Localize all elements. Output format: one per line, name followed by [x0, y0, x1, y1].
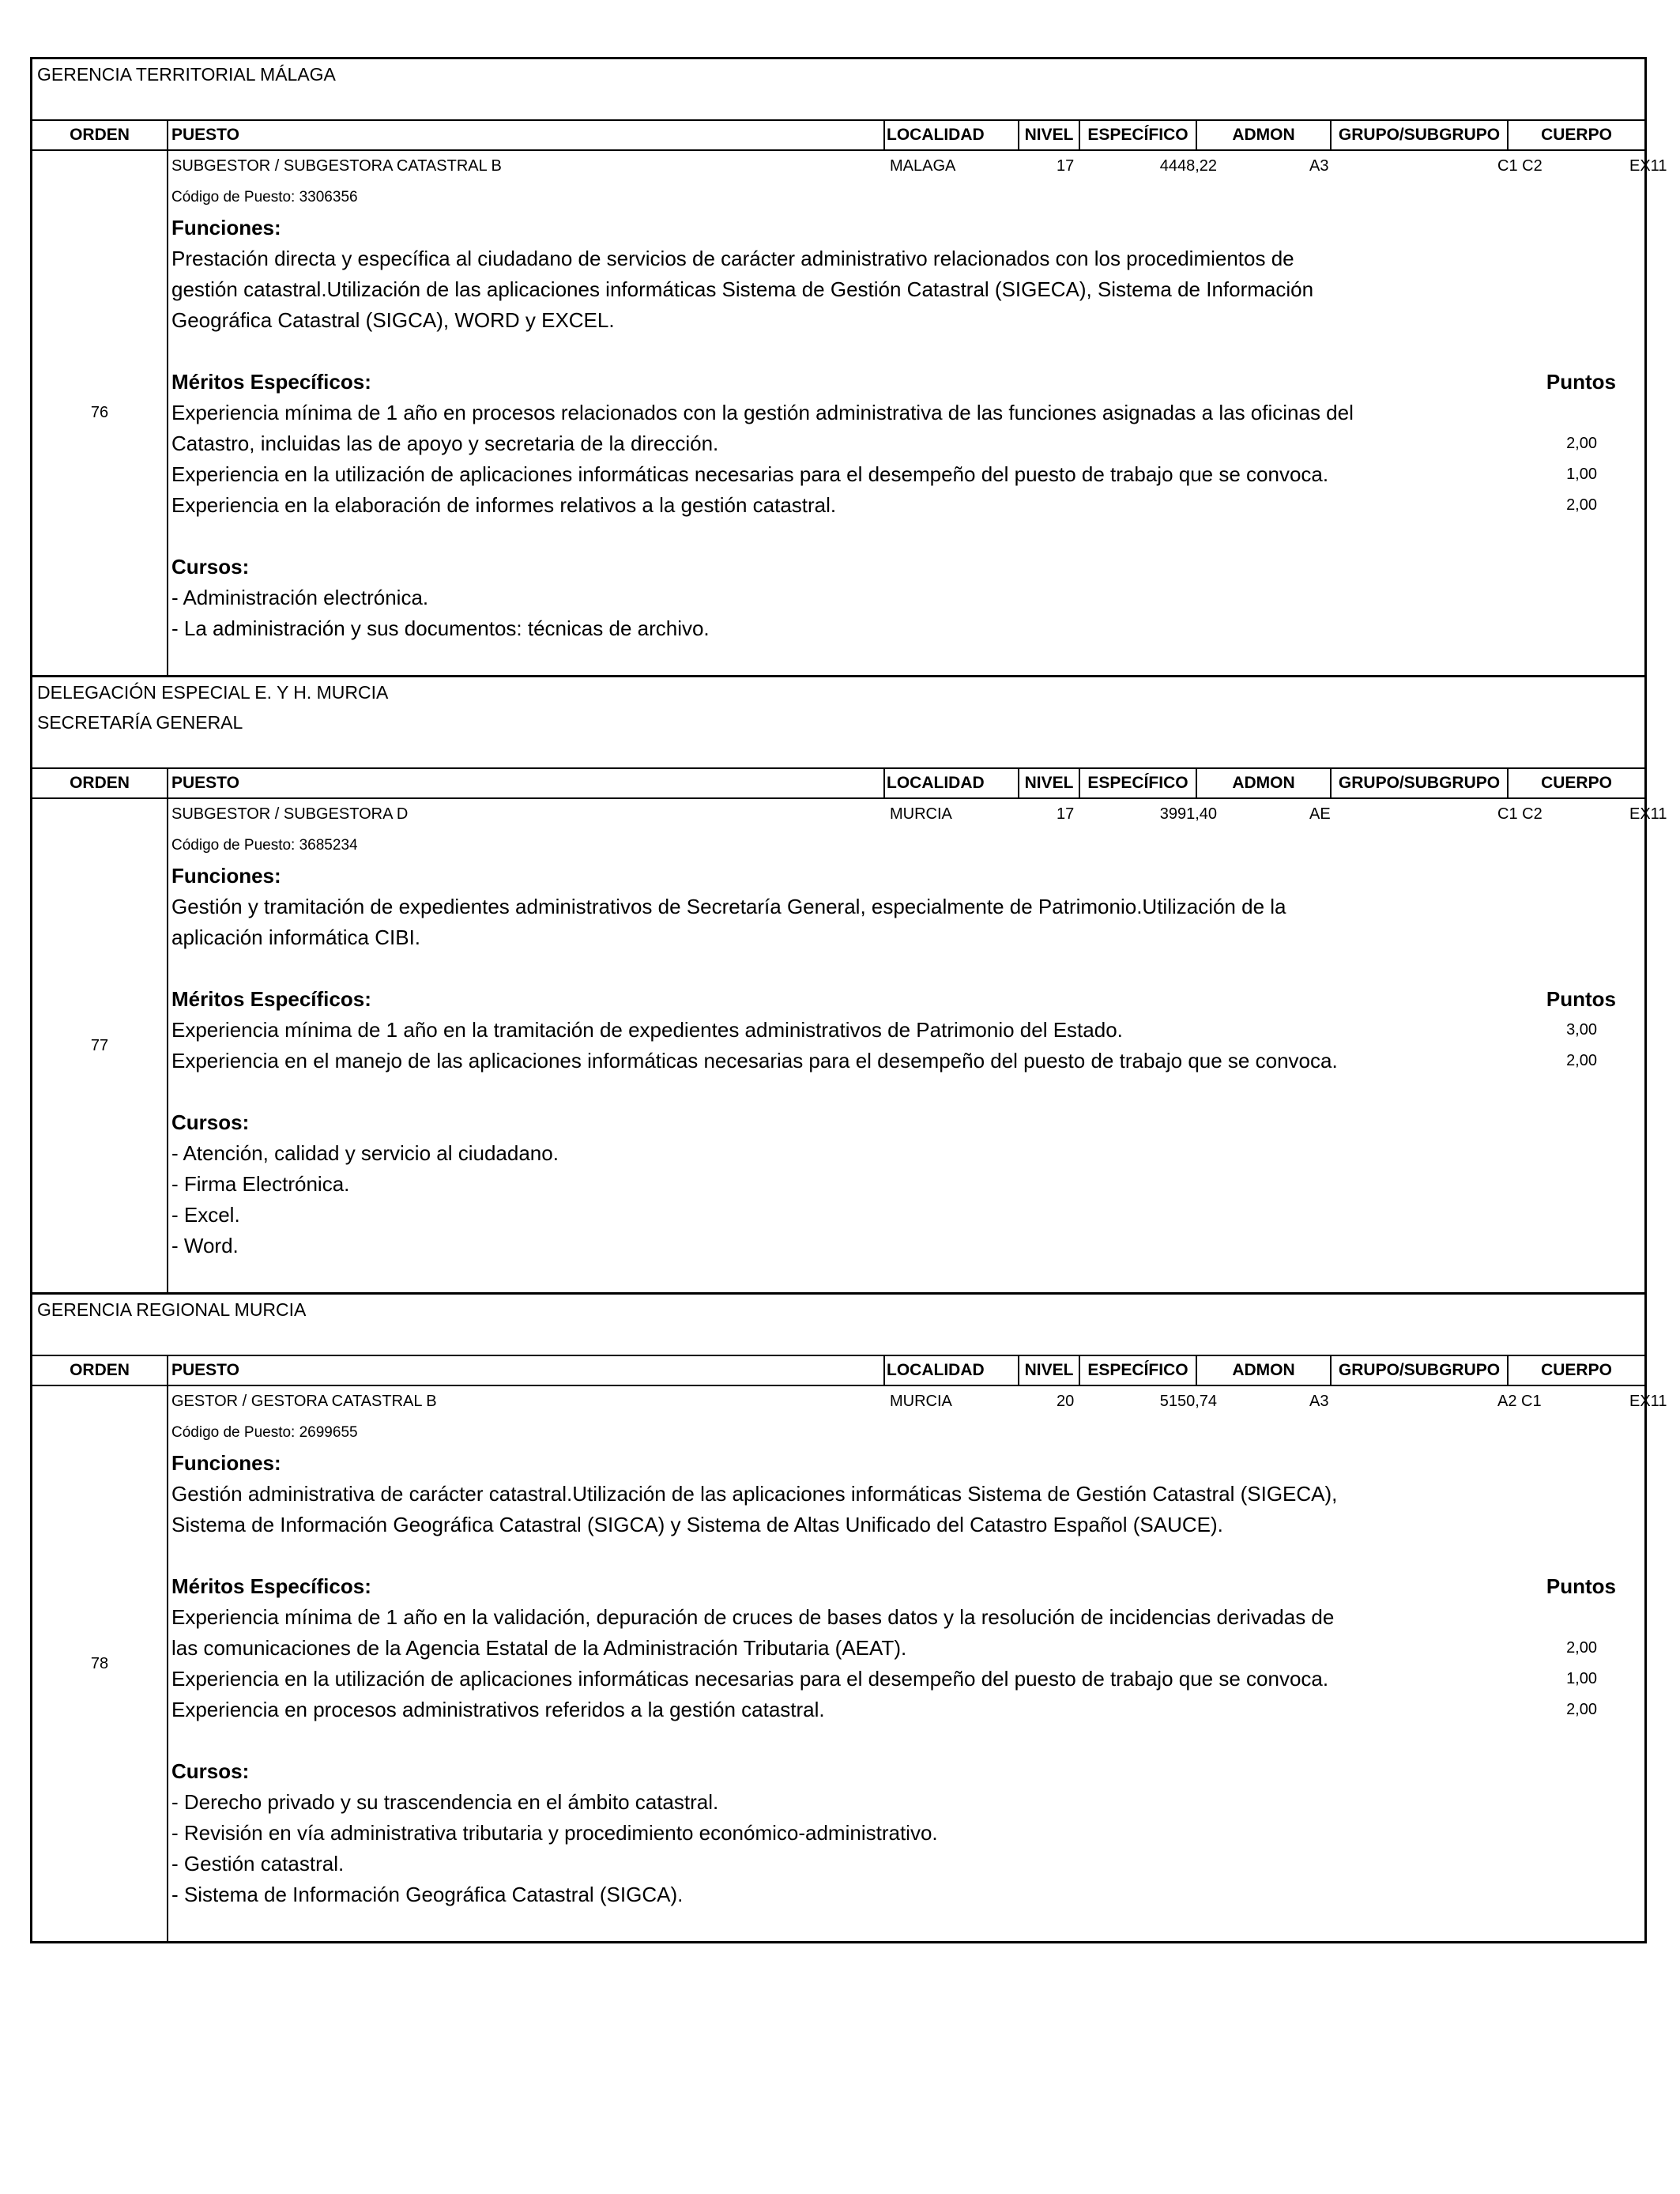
position-content [168, 151, 1667, 675]
column-headers [32, 767, 1644, 799]
merito-puntos: 1,00 [1566, 1670, 1597, 1687]
orden-number: 76 [32, 151, 168, 675]
section-header-line: DELEGACIÓN ESPECIAL E. Y H. MURCIA [37, 682, 389, 703]
document-page [30, 57, 1667, 1943]
column-header-cuerpo: CUERPO [1541, 774, 1612, 792]
column-header-nivel: NIVEL [1019, 769, 1080, 797]
meritos-heading [171, 367, 1644, 398]
localidad-value: MURCIA [890, 1393, 952, 1410]
meritos-label: Méritos Específicos: [171, 1574, 371, 1598]
column-header-grupo: GRUPO/SUBGRUPO [1332, 1356, 1509, 1385]
curso-line: - Revisión en vía administrativa tributaria y procedimiento económico-administrativo. [171, 1821, 938, 1845]
curso-line: - Firma Electrónica. [171, 1172, 350, 1196]
spacer [171, 953, 1644, 984]
funciones-line: aplicación informática CIBI. [171, 925, 421, 949]
section-76 [30, 57, 1667, 677]
merito-line: Catastro, incluidas las de apoyo y secretaria de la dirección. [171, 432, 719, 455]
column-header-admon: ADMON [1197, 1356, 1332, 1385]
funciones-heading: Funciones: [171, 1451, 281, 1475]
column-header-cuerpo: CUERPO [1541, 1361, 1612, 1379]
curso-line: - Derecho privado y su trascendencia en el ámbito catastral. [171, 1790, 719, 1814]
section-header-line: GERENCIA TERRITORIAL MÁLAGA [37, 64, 336, 85]
curso-line: - Atención, calidad y servicio al ciudadano. [171, 1141, 559, 1165]
localidad-value: MALAGA [890, 157, 956, 175]
nivel-value: 17 [1057, 805, 1075, 823]
especifico-value: 3991,40 [1159, 805, 1217, 823]
grupo-value: A2 C1 [1497, 1393, 1542, 1410]
column-headers [32, 1355, 1644, 1386]
orden-number: 78 [32, 1386, 168, 1941]
column-header-orden: ORDEN [32, 769, 168, 797]
column-header-nivel: NIVEL [1019, 1356, 1080, 1385]
funciones-line: gestión catastral.Utilización de las aplicaciones informáticas Sistema de Gestión Catastral (SIGECA), Sistema de Información [171, 277, 1314, 301]
puesto-name: SUBGESTOR / SUBGESTORA D [171, 805, 409, 823]
position-content [168, 799, 1667, 1292]
merito-item [171, 1046, 1644, 1076]
grupo-value: C1 C2 [1497, 805, 1543, 823]
spacer [171, 1540, 1644, 1571]
curso-line: - Word. [171, 1234, 239, 1257]
puesto-name: GESTOR / GESTORA CATASTRAL B [171, 1393, 437, 1410]
section-header-spacer [37, 1325, 1644, 1355]
column-header-admon: ADMON [1197, 769, 1332, 797]
column-header-cuerpo: CUERPO [1541, 126, 1612, 144]
merito-puntos: 2,00 [1566, 496, 1597, 514]
column-header-puesto: PUESTO [168, 1356, 885, 1385]
position-row [32, 799, 1667, 1292]
section-header-line: SECRETARÍA GENERAL [37, 712, 243, 733]
spacer [171, 1910, 1644, 1941]
merito-line: Experiencia mínima de 1 año en procesos relacionados con la gestión administrativa de las funciones asignadas a las oficinas del [171, 401, 1354, 424]
merito-line: Experiencia en la utilización de aplicaciones informáticas necesarias para el desempeño del puesto de trabajo que se convoca. [171, 462, 1329, 486]
section-header [32, 59, 1644, 119]
cursos-heading: Cursos: [171, 555, 250, 579]
position-line [171, 799, 1667, 830]
merito-item [171, 1602, 1644, 1664]
column-header-localidad: LOCALIDAD [885, 121, 1019, 149]
codigo-puesto: Código de Puesto: 3306356 [171, 189, 358, 205]
funciones-line: Gestión administrativa de carácter catastral.Utilización de las aplicaciones informáticas Sistema de Gestión Catastral (SIGECA), [171, 1482, 1338, 1506]
localidad-value: MURCIA [890, 805, 952, 823]
column-header-orden: ORDEN [32, 121, 168, 149]
admon-value: AE [1309, 805, 1331, 823]
admon-value: A3 [1309, 1393, 1329, 1410]
merito-puntos: 2,00 [1566, 435, 1597, 452]
curso-line: - La administración y sus documentos: técnicas de archivo. [171, 616, 710, 640]
codigo-puesto: Código de Puesto: 2699655 [171, 1424, 358, 1441]
merito-line: Experiencia mínima de 1 año en la tramitación de expedientes administrativos de Patrimonio del Estado. [171, 1018, 1123, 1042]
funciones-line: Gestión y tramitación de expedientes administrativos de Secretaría General, especialmente de Patrimonio.Utilización de la [171, 895, 1286, 918]
puntos-label: Puntos [1546, 987, 1616, 1011]
column-header-grupo: GRUPO/SUBGRUPO [1332, 121, 1509, 149]
cursos-heading: Cursos: [171, 1759, 250, 1783]
column-header-especifico: ESPECÍFICO [1080, 121, 1197, 149]
merito-line: Experiencia en la utilización de aplicaciones informáticas necesarias para el desempeño del puesto de trabajo que se convoca. [171, 1667, 1329, 1691]
merito-puntos: 3,00 [1566, 1021, 1597, 1039]
curso-line: - Excel. [171, 1203, 240, 1227]
position-row [32, 151, 1667, 675]
orden-number: 77 [32, 799, 168, 1292]
position-line [171, 1386, 1667, 1417]
spacer [171, 521, 1644, 552]
funciones-line: Geográfica Catastral (SIGCA), WORD y EXCEL. [171, 308, 615, 332]
especifico-value: 4448,22 [1159, 157, 1217, 175]
merito-item [171, 490, 1644, 521]
column-header-admon: ADMON [1197, 121, 1332, 149]
column-headers [32, 119, 1644, 151]
position-line [171, 151, 1667, 182]
spacer [171, 336, 1644, 367]
section-header-line: GERENCIA REGIONAL MURCIA [37, 1299, 307, 1320]
meritos-label: Méritos Específicos: [171, 370, 371, 394]
column-header-localidad: LOCALIDAD [885, 769, 1019, 797]
funciones-heading: Funciones: [171, 864, 281, 888]
meritos-heading [171, 984, 1644, 1015]
merito-line: Experiencia mínima de 1 año en la validación, depuración de cruces de bases datos y la resolución de incidencias derivadas de [171, 1605, 1335, 1629]
curso-line: - Gestión catastral. [171, 1852, 345, 1875]
merito-line: Experiencia en procesos administrativos referidos a la gestión catastral. [171, 1698, 825, 1721]
section-header-spacer [37, 89, 1644, 119]
merito-line: Experiencia en el manejo de las aplicaciones informáticas necesarias para el desempeño del puesto de trabajo que se convoca. [171, 1049, 1338, 1072]
cuerpo-value: EX11 [1629, 157, 1667, 175]
merito-item [171, 1664, 1644, 1695]
section-header-spacer [37, 737, 1644, 767]
cuerpo-value: EX11 [1629, 805, 1667, 823]
column-header-localidad: LOCALIDAD [885, 1356, 1019, 1385]
nivel-value: 17 [1057, 157, 1075, 175]
cuerpo-value: EX11 [1629, 1393, 1667, 1410]
position-row [32, 1386, 1667, 1941]
merito-item [171, 398, 1644, 459]
column-header-grupo: GRUPO/SUBGRUPO [1332, 769, 1509, 797]
column-header-nivel: NIVEL [1019, 121, 1080, 149]
section-77 [30, 677, 1667, 1295]
funciones-heading: Funciones: [171, 216, 281, 239]
merito-puntos: 2,00 [1566, 1701, 1597, 1718]
section-78 [30, 1295, 1667, 1943]
especifico-value: 5150,74 [1159, 1393, 1217, 1410]
merito-item [171, 459, 1644, 490]
section-header [32, 677, 1644, 767]
merito-puntos: 1,00 [1566, 466, 1597, 483]
spacer [171, 644, 1644, 675]
admon-value: A3 [1309, 157, 1329, 175]
grupo-value: C1 C2 [1497, 157, 1543, 175]
spacer [171, 1076, 1644, 1107]
cursos-heading: Cursos: [171, 1110, 250, 1134]
puntos-label: Puntos [1546, 370, 1616, 394]
nivel-value: 20 [1057, 1393, 1075, 1410]
curso-line: - Sistema de Información Geográfica Catastral (SIGCA). [171, 1883, 684, 1906]
merito-puntos: 2,00 [1566, 1052, 1597, 1069]
column-header-puesto: PUESTO [168, 769, 885, 797]
puesto-name: SUBGESTOR / SUBGESTORA CATASTRAL B [171, 157, 502, 175]
column-header-especifico: ESPECÍFICO [1080, 1356, 1197, 1385]
codigo-puesto: Código de Puesto: 3685234 [171, 837, 358, 854]
meritos-label: Méritos Específicos: [171, 987, 371, 1011]
spacer [171, 1261, 1644, 1292]
meritos-heading [171, 1571, 1644, 1602]
merito-puntos: 2,00 [1566, 1639, 1597, 1657]
spacer [171, 1725, 1644, 1756]
column-header-puesto: PUESTO [168, 121, 885, 149]
merito-item [171, 1015, 1644, 1046]
column-header-especifico: ESPECÍFICO [1080, 769, 1197, 797]
merito-line: Experiencia en la elaboración de informes relativos a la gestión catastral. [171, 493, 837, 517]
merito-line: las comunicaciones de la Agencia Estatal de la Administración Tributaria (AEAT). [171, 1636, 907, 1660]
merito-item [171, 1695, 1644, 1725]
puntos-label: Puntos [1546, 1574, 1616, 1598]
funciones-line: Prestación directa y específica al ciudadano de servicios de carácter administrativo relacionados con los procedimientos de [171, 247, 1294, 270]
position-content [168, 1386, 1667, 1941]
funciones-line: Sistema de Información Geográfica Catastral (SIGCA) y Sistema de Altas Unificado del Catastro Español (SAUCE). [171, 1513, 1223, 1536]
curso-line: - Administración electrónica. [171, 586, 429, 609]
column-header-orden: ORDEN [32, 1356, 168, 1385]
section-header [32, 1295, 1644, 1355]
